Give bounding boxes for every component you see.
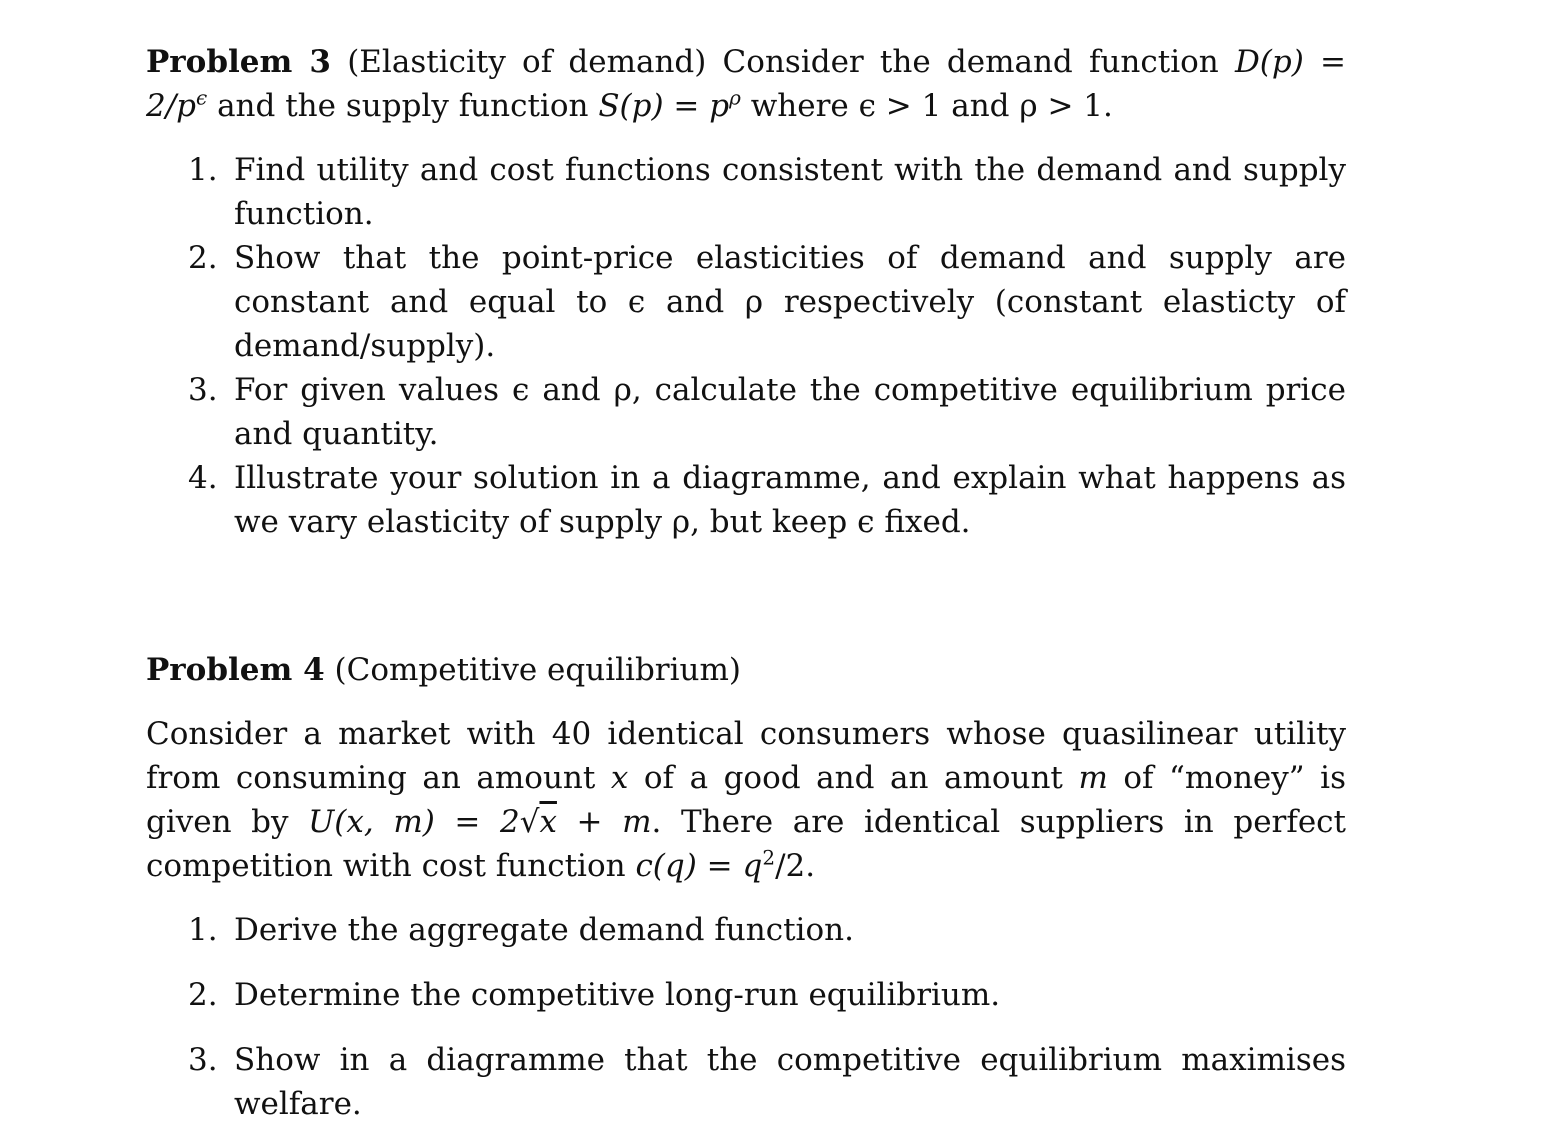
item-text: For given values ϵ and ρ, calculate the competitive equilibrium price and quantity. <box>234 372 1346 452</box>
utility-function: U(x, m) = 2√ <box>308 804 540 840</box>
problem-4-body-text-2: of a good and an amount <box>628 760 1079 796</box>
item-number: 1. <box>188 912 218 948</box>
item-text: Show that the point-price elasticities of demand and supply are constant and equal to ϵ and ρ respectively (constant elasticty of demand/supply). <box>234 240 1346 364</box>
problem-3-intro-text: (Elasticity of demand) Consider the demand function <box>331 44 1235 80</box>
item-number: 4. <box>188 460 218 496</box>
problem-4-body <box>146 712 1346 888</box>
demand-function: D(p) = 2/p <box>146 44 1346 124</box>
problem-4-heading: Problem 4 <box>146 652 325 688</box>
problem-3 <box>146 40 1346 544</box>
item-number: 3. <box>188 372 218 408</box>
problem-4-title-line <box>146 648 1346 692</box>
item-text: Determine the competitive long-run equilibrium. <box>234 977 1001 1013</box>
problem-4-body-text-3: of “money” is given by <box>146 760 1346 840</box>
cost-function: c(q) = q <box>635 848 763 884</box>
problem-4 <box>146 648 1346 1147</box>
problem-4-list <box>146 908 1346 1126</box>
list-item <box>146 1038 1346 1126</box>
utility-function-tail: + m <box>556 804 652 840</box>
item-text: Derive the aggregate demand function. <box>234 912 854 948</box>
item-text: Find utility and cost functions consistent with the demand and supply function. <box>234 152 1346 232</box>
list-item <box>146 236 1346 368</box>
item-number: 2. <box>188 977 218 1013</box>
problem-4-body-end: . <box>805 848 816 884</box>
variable-x: x <box>610 760 629 796</box>
cost-exponent: 2 <box>762 845 776 870</box>
problem-4-body-text: Consider a market with 40 identical consumers whose quasilinear utility from consuming an amount <box>146 716 1346 796</box>
problem-4-body-text-4: . There are identical suppliers in perfect competition with cost function <box>146 804 1346 884</box>
variable-m: m <box>1078 760 1108 796</box>
list-item <box>146 368 1346 456</box>
supply-function: S(p) = p <box>598 88 730 124</box>
problem-4-title: (Competitive equilibrium) <box>324 652 741 688</box>
problem-3-intro <box>146 40 1346 128</box>
item-number: 2. <box>188 240 218 276</box>
problem-3-conditions: where ϵ > 1 and ρ > 1. <box>740 88 1113 124</box>
demand-exponent: ϵ <box>196 85 208 110</box>
item-text: Illustrate your solution in a diagramme, and explain what happens as we vary elasticity of supply ρ, but keep ϵ fixed. <box>234 460 1346 540</box>
item-number: 3. <box>188 1042 218 1078</box>
cost-function-tail: /2 <box>775 848 806 884</box>
utility-sqrt-argument: x <box>539 804 557 840</box>
item-number: 1. <box>188 152 218 188</box>
list-item <box>146 456 1346 544</box>
supply-exponent: ρ <box>729 85 741 110</box>
problem-3-list <box>146 148 1346 544</box>
problem-3-intro-text-2: and the supply function <box>217 88 599 124</box>
list-item <box>146 148 1346 236</box>
problem-3-heading: Problem 3 <box>146 44 332 80</box>
item-text: Show in a diagramme that the competitive equilibrium maximises welfare. <box>234 1042 1346 1122</box>
list-item <box>146 973 1346 1017</box>
list-item <box>146 908 1346 952</box>
